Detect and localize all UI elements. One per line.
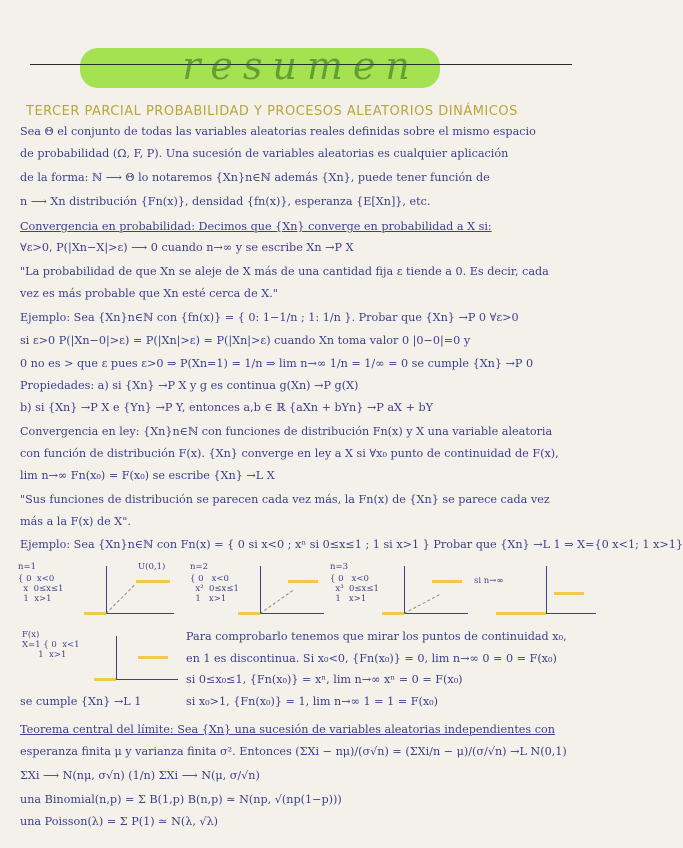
graph-label: n=3: [330, 562, 349, 572]
text-line: de la forma: ℕ ⟶ Θ lo notaremos {Xn}n∈ℕ además {Xn}, puede tener función de: [20, 171, 490, 184]
graph-cdf-n1: [106, 566, 164, 614]
text-line: lim n→∞ Fn(x₀) = F(x₀) se escribe {Xn} →L X: [20, 469, 275, 482]
graph-label: n=2: [190, 562, 209, 572]
graph-cdf-n3: [404, 566, 458, 614]
text-line: una Binomial(n,p) = Σ B(1,p) B(n,p) ≃ N(np, √(np(1−p))): [20, 793, 342, 806]
text-line: b) si {Xn} →P X e {Yn} →P Y, entonces a,b ∈ ℝ {aXn + bYn} →P aX + bY: [20, 401, 434, 414]
text-line: de probabilidad (Ω, F, P). Una sucesión de variables aleatorias es cualquier aplicación: [20, 147, 509, 160]
text-line: si x₀>1, {Fn(x₀)} = 1, lim n→∞ 1 = 1 = F(x₀): [186, 695, 438, 708]
text-line: Propiedades: a) si {Xn} →P X y g es continua g(Xn) →P g(X): [20, 379, 359, 392]
text-line: "Sus funciones de distribución se parecen cada vez más, la Fn(x) de {Xn} se parece cada vez: [20, 493, 550, 506]
text-line: ΣXi ⟶ N(nμ, σ√n) (1/n) ΣXi ⟶ N(μ, σ/√n): [20, 769, 260, 782]
graph-cdf-n2: [260, 566, 314, 614]
graph-definition: { 0 x<0 x 0≤x≤1 1 x>1: [18, 574, 64, 604]
text-line: ∀ε>0, P(|Xn−X|>ε) ⟶ 0 cuando n→∞ y se escribe Xn →P X: [20, 241, 354, 254]
heading-convergence-law: Convergencia en ley: {Xn}n∈ℕ con funciones de distribución Fn(x) y X una variable aleatoria: [20, 425, 553, 438]
heading-central-limit: Teorema central del límite: Sea {Xn} una sucesión de variables aleatorias independientes con: [20, 723, 555, 736]
graph-cdf-x1: [116, 636, 168, 680]
text-line: Ejemplo: Sea {Xn}n∈ℕ con Fn(x) = { 0 si x<0 ; xⁿ si 0≤x≤1 ; 1 si x>1 } Probar que {Xn} →L 1 ⇒ X={0 x<1; 1 x>1}: [20, 538, 683, 551]
text-line: Ejemplo: Sea {Xn}n∈ℕ con {fn(x)} = { 0: 1−1/n ; 1: 1/n }. Probar que {Xn} →P 0 ∀ε>0: [20, 311, 519, 324]
text-line: Sea Θ el conjunto de todas las variables aleatorias reales definidas sobre el mismo espacio: [20, 125, 536, 138]
text-line: si 0≤x₀≤1, {Fn(x₀)} = xⁿ, lim n→∞ xⁿ = 0 = F(x₀): [186, 673, 463, 686]
title-block: [0, 20, 602, 90]
page-title: resumen: [182, 44, 420, 88]
text-line: esperanza finita μ y varianza finita σ². Entonces (ΣXi − nμ)/(σ√n) = (ΣXi/n − μ)/(σ/√n) →L N(0,1): [20, 745, 567, 758]
graph-definition: { 0 x<0 x² 0≤x≤1 1 x>1: [190, 574, 239, 604]
text-line: en 1 es discontinua. Si x₀<0, {Fn(x₀)} = 0, lim n→∞ 0 = 0 = F(x₀): [186, 652, 557, 665]
text-line: más a la F(x) de X".: [20, 515, 131, 528]
graph-label: si n→∞: [474, 576, 504, 586]
section-subtitle: TERCER PARCIAL PROBABILIDAD Y PROCESOS ALEATORIOS DINÁMICOS: [26, 104, 518, 119]
graph-title: U(0,1): [138, 562, 166, 572]
graph-label: n=1: [18, 562, 37, 572]
graph-cdf-limit: [546, 566, 586, 614]
text-line: con función de distribución F(x). {Xn} converge en ley a X si ∀x₀ punto de continuidad de F(x),: [20, 447, 559, 460]
text-line: se cumple {Xn} →L 1: [20, 695, 142, 708]
text-line: n ⟶ Xn distribución {Fn(x)}, densidad {fn(x)}, esperanza {E[Xn]}, etc.: [20, 195, 431, 208]
graph-definition: F(x) X=1 { 0 x<1 1 x>1: [22, 630, 80, 660]
text-line: 0 no es > que ε pues ε>0 ⇒ P(Xn=1) = 1/n ⇒ lim n→∞ 1/n = 1/∞ = 0 se cumple {Xn} →P 0: [20, 357, 534, 370]
text-line: Para comprobarlo tenemos que mirar los puntos de continuidad x₀,: [186, 630, 567, 643]
text-line: una Poisson(λ) = Σ P(1) ≃ N(λ, √λ): [20, 815, 219, 828]
text-line: vez es más probable que Xn esté cerca de X.": [20, 287, 278, 300]
graph-definition: { 0 x<0 x³ 0≤x≤1 1 x>1: [330, 574, 379, 604]
text-line: "La probabilidad de que Xn se aleje de X más de una cantidad fija ε tiende a 0. Es decir, cada: [20, 265, 549, 278]
text-line: si ε>0 P(|Xn−0|>ε) = P(|Xn|>ε) = P(|Xn|>ε) cuando Xn toma valor 0 |0−0|=0 y: [20, 334, 471, 347]
heading-convergence-probability: Convergencia en probabilidad: Decimos que {Xn} converge en probabilidad a X si:: [20, 220, 492, 233]
